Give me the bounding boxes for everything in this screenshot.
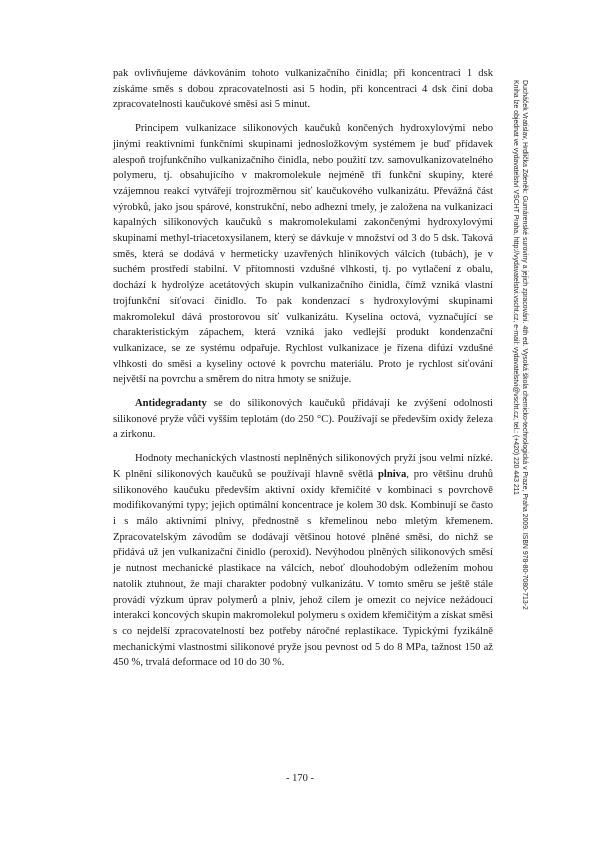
paragraph: [113, 451, 493, 671]
text-run: , pro většinu druhů silikonového kaučuku především aktivní oxidy křemičité v kombinaci s povrchově modifikovanými typy; jejich optimální koncentrace je kolem 30 dsk. Kombinují se často i s málo aktivními plnivy, přednostně s křemelinou nebo mletým křemenem. Zpracovatelským závodům se dodávají většinou hotové plněné směsi, do nichž se přidává už jen vulkanizační činidlo (peroxid). Nevýhodou plněných silikonových směsí je nutnost mechanické plastikace na válcích, neboť dlouhodobým odležením mohou natolik ztuhnout, že mají charakter podobný vulkanizátu. V tomto směru se ještě stále provádí výzkum úprav polymerů a plniv, jehož cílem je omezit co nejvíce nežádoucí interakci koncových skupin makromolekul polymeru s oxidem křemičitým a získat směsi s co nejdelší zpracovatelností bez potřeby náročné replastikace. Typickými fyzikálně mechanickými vlastnostmi silikonové pryže jsou pevnost od 5 do 8 MPa, tažnost 150 až 450 %, trvalá deformace od 10 do 30 %.: [113, 468, 493, 669]
bold-term: Antidegradanty: [135, 398, 207, 410]
publication-info-sidebar: [505, 80, 529, 700]
paragraph: [113, 121, 493, 388]
citation-line: Ducháček Vratislav, Hrdlička Zdeněk: Gumárenské suroviny a jejich zpracování. 4th ed. Vysoká škola chemicko-technologická v Praze, Praha 2009. ISBN 978-80-7080-713-2: [521, 80, 528, 610]
text-run: Hodnoty mechanických vlastností neplněných silikonových pryží jsou velmi nízké. K plnění silikonových kaučuků se používají hlavně světlá: [113, 453, 493, 480]
text-run: se do silikonových kaučuků přidávají ke zvýšení odolnosti silikonové pryže vůči vyšším teplotám (do 250 °C). Používají se především oxidy železa a zirkonu.: [113, 398, 493, 441]
order-info-line: Kniha lze objednat ve vydavatelství VŠCHT Praha, http://vydavatelstvi.vscht.cz, e-mail: vydavatelstvi@vscht.cz, tel.: (+420) 220 443 211: [511, 80, 519, 495]
bold-term: plniva: [378, 468, 407, 480]
text-run: pak ovlivňujeme dávkováním tohoto vulkanizačního činidla; při koncentraci 1 dsk získáme směs s dobou zpracovatelnosti asi 5 hodin, při koncentraci 4 dsk činí doba zpracovatelnosti kaučukové směsi asi 5 minut.: [113, 68, 493, 111]
body-text: [113, 66, 493, 679]
page-number: - 170 -: [286, 773, 314, 784]
text-run: Principem vulkanizace silikonových kaučuků končených hydroxylovými nebo jinými reaktivními funkčními skupinami jednosložkovým systémem je buď přídavek alespoň trojfunkčního vulkanizačního činidla, nebo použití tzv. samovulkanizovatelného polymeru, tj. obsahujícího v makromolekule nejméně tři funkční skupiny, které vzájemnou reakcí vytvářejí trojrozměrnou síť kaučukového vulkanizátu. Převážná část výrobků, jako jsou spárové, konstrukční, nebo adhezní tmely, je založena na vulkanizaci kapalných silikonových kaučuků s makromolekulami zakončenými hydroxylovými skupinami methyl-triacetoxysilanem, který se dávkuje v množství od 3 do 5 dsk. Taková směs, která se dodává v hermeticky uzavřených hliníkových válcích (tubách), je v suchém prostředí stabilní. V přítomnosti vzdušné vlhkosti, tj. po vytlačení z obalu, dochází k hydrolýze acetátových skupin vulkanizačního činidla, čímž vzniká vlastní trojfunkční síťovací činidlo. To pak kondenzací s hydroxylovými skupinami makromolekul dává prostorovou síť vulkanizátu. Kyselina octová, vyznačující se charakteristickým zápachem, která vzniká jako vedlejší produkt kondenzační vulkanizace, se ze systému odpařuje. Rychlost vulkanizace je řízena difúzí vzdušné vlhkosti do směsi a kyseliny octové k povrchu materiálu. Proto je rychlost síťování největší na povrchu a směrem do nitra hmoty se snižuje.: [113, 123, 493, 386]
paragraph: [113, 396, 493, 443]
paragraph: [113, 66, 493, 113]
